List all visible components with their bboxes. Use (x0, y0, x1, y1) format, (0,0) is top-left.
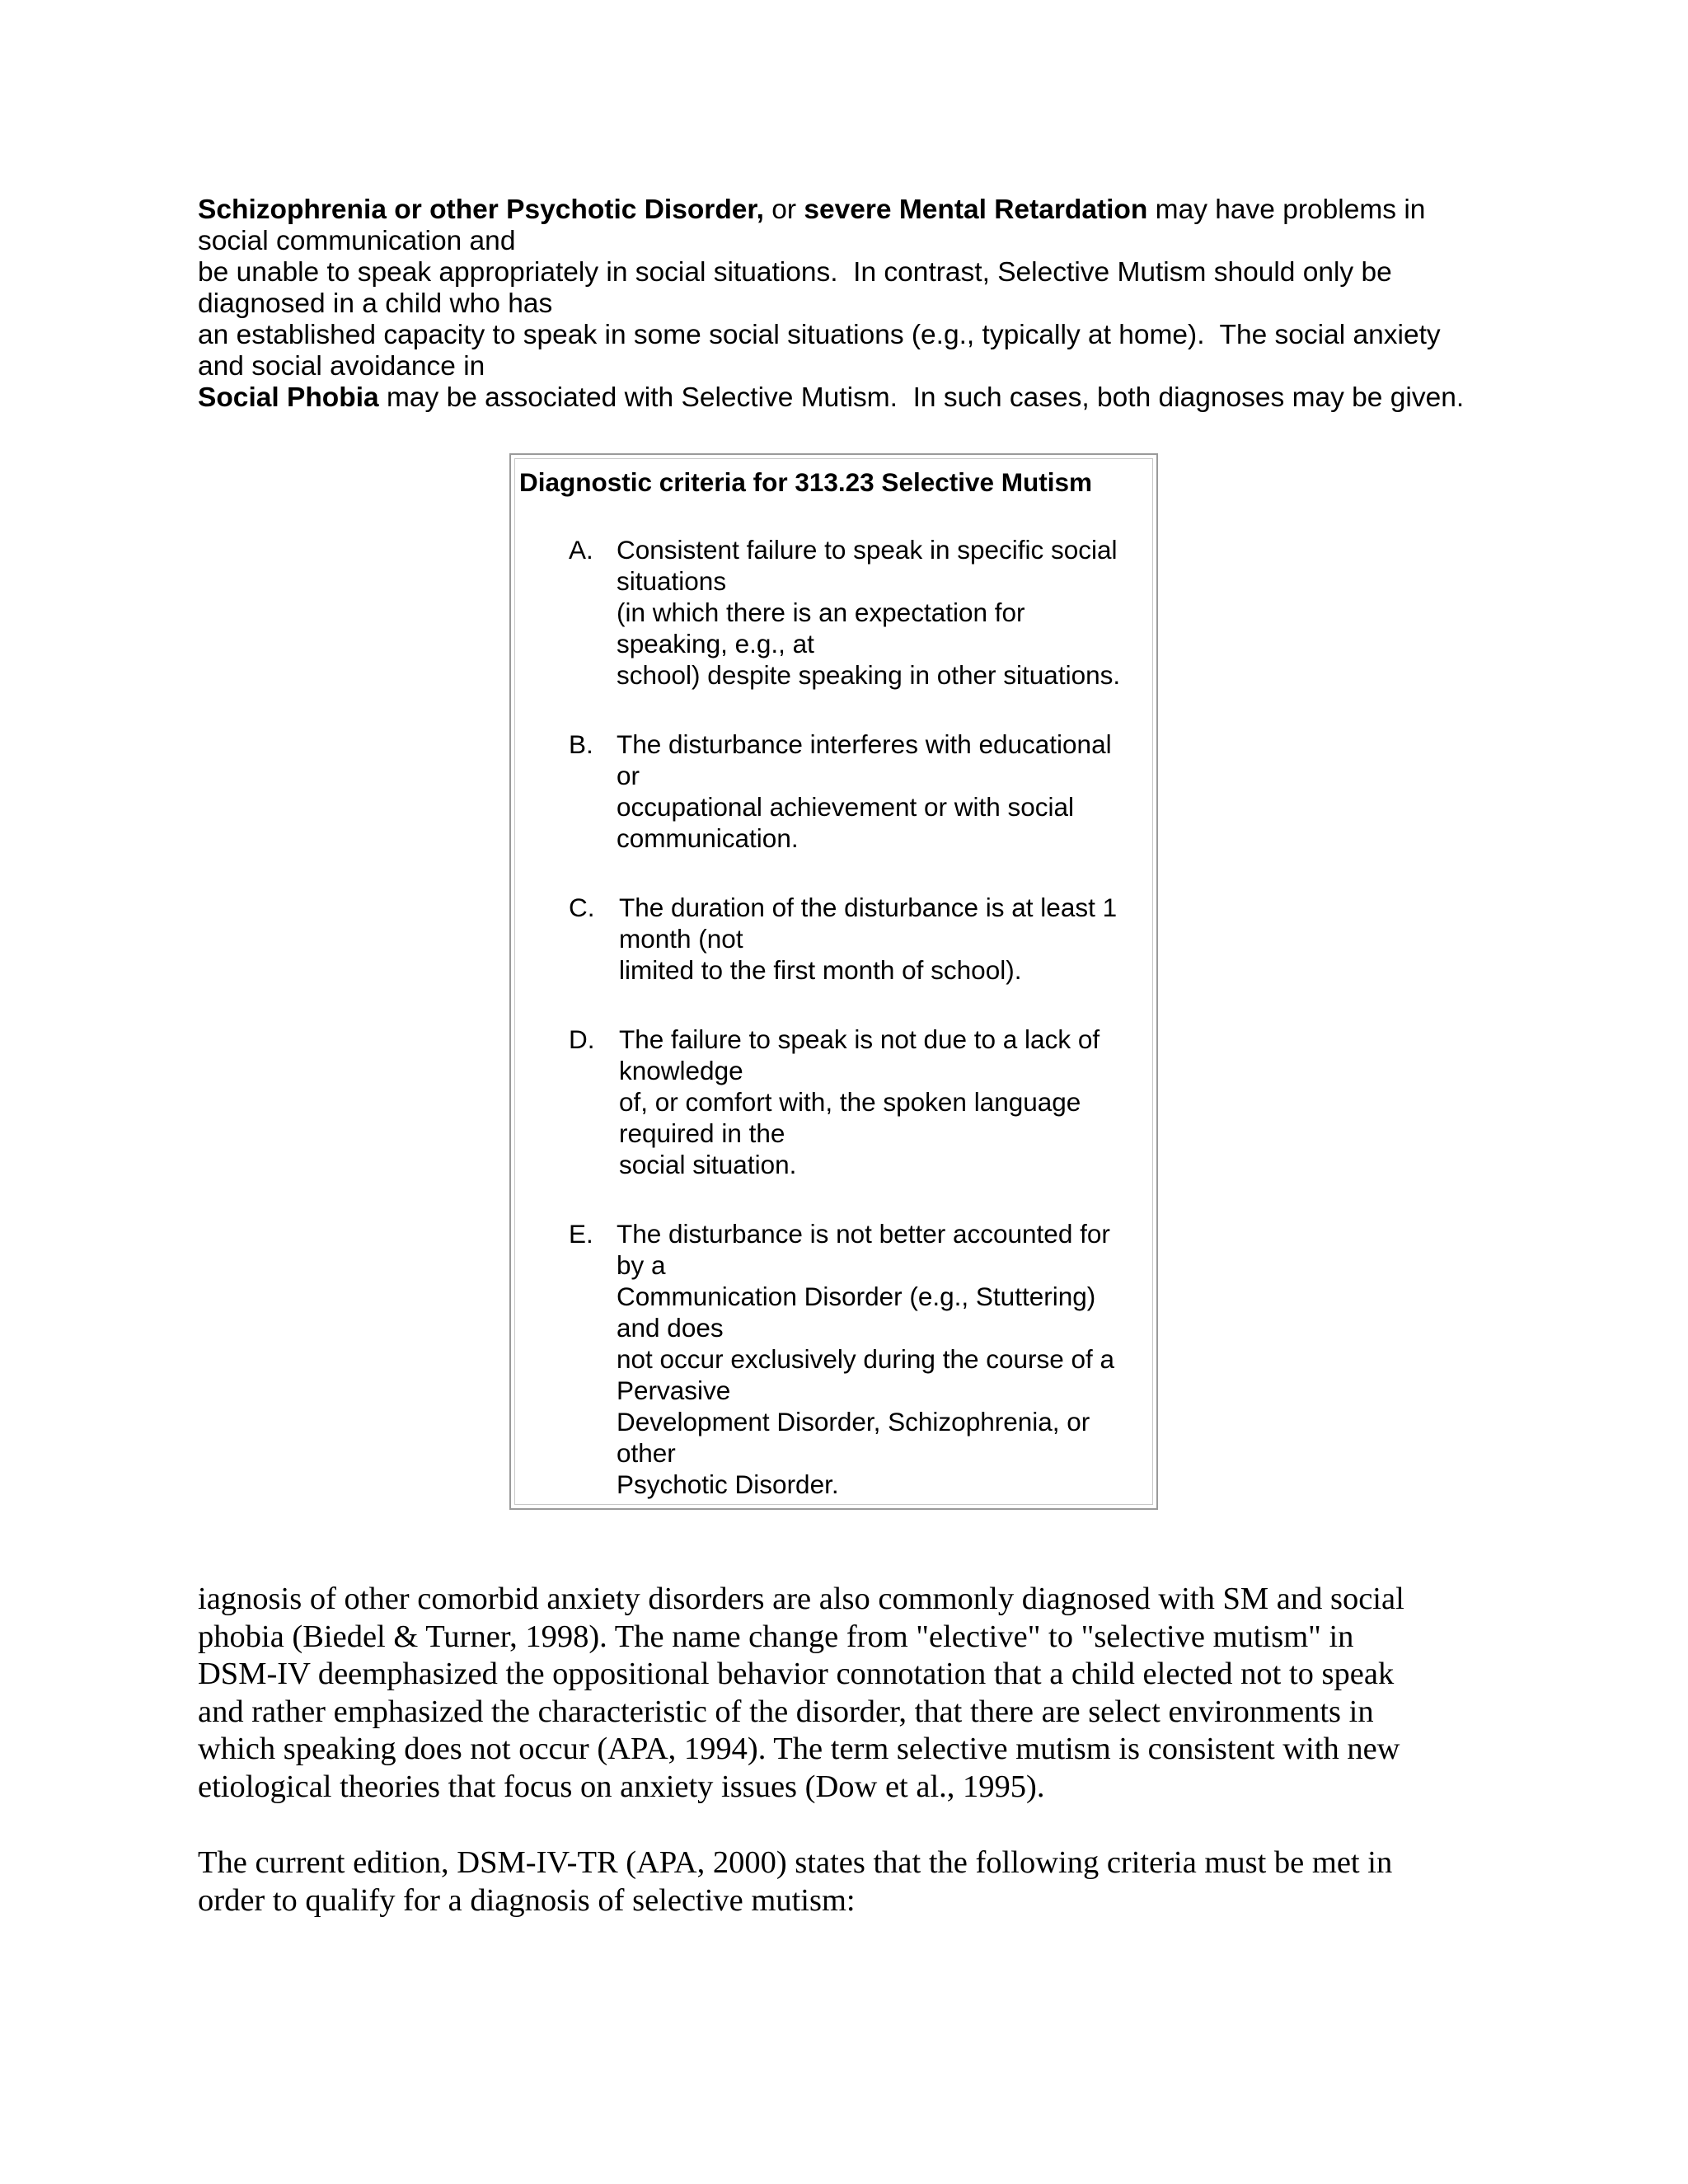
intro-paragraph (198, 194, 1533, 414)
criterion-letter: D. (569, 1024, 595, 1054)
criterion-line: The failure to speak is not due to a lack of (619, 1024, 1100, 1054)
criterion-line: Pervasive (617, 1376, 731, 1405)
criterion-line: communication. (617, 823, 799, 853)
criterion-text (619, 892, 1117, 986)
intro-text: may be associated with Selective Mutism. In such cases, both diagnoses may be given. (378, 382, 1465, 413)
intro-bold-phrase: Schizophrenia or other Psychotic Disorder, (198, 194, 764, 225)
criterion-line: speaking, e.g., at (617, 629, 814, 658)
intro-bold-phrase: Social Phobia (198, 382, 379, 413)
criterion-line: The disturbance is not better accounted for (617, 1219, 1110, 1249)
criterion-line: Communication Disorder (e.g., Stuttering) (617, 1282, 1096, 1311)
criterion-line: and does (617, 1313, 724, 1343)
criterion-line: situations (617, 566, 727, 596)
criterion-line: The duration of the disturbance is at least 1 (619, 893, 1118, 922)
criterion-letter: E. (569, 1219, 593, 1249)
criterion-line: by a (617, 1250, 666, 1280)
criterion-line: The disturbance interferes with educational (617, 729, 1112, 759)
intro-line (198, 194, 1533, 226)
diagnostic-criteria-box (509, 453, 1158, 1510)
criterion-line: knowledge (619, 1056, 743, 1085)
criterion-letter: A. (569, 535, 593, 565)
body-paragraph-2 (198, 1844, 1533, 1919)
intro-text: may have problems in (1147, 194, 1426, 225)
body-line: iagnosis of other comorbid anxiety disorders are also commonly diagnosed with SM and social (198, 1582, 1404, 1616)
criterion-line: occupational achievement or with social (617, 792, 1075, 822)
intro-line: social communication and (198, 226, 516, 256)
criterion-line: Psychotic Disorder. (617, 1469, 839, 1499)
criteria-title: Diagnostic criteria for 313.23 Selective Mutism (519, 467, 1093, 497)
intro-line: be unable to speak appropriately in social situations. In contrast, Selective Mutism should only be (198, 257, 1392, 288)
criterion-line: Development Disorder, Schizophrenia, or (617, 1407, 1090, 1436)
body-line: The current edition, DSM-IV-TR (APA, 2000) states that the following criteria must be met in (198, 1845, 1393, 1880)
intro-line: an established capacity to speak in some social situations (e.g., typically at home). The social anxiety (198, 320, 1441, 350)
body-line: etiological theories that focus on anxiety issues (Dow et al., 1995). (198, 1769, 1045, 1804)
criterion-line: other (617, 1438, 676, 1468)
intro-line: diagnosed in a child who has (198, 288, 553, 319)
criterion-letter: C. (569, 893, 595, 922)
criterion-text (617, 729, 1112, 854)
intro-line (198, 382, 1533, 414)
criterion-line: not occur exclusively during the course of a (617, 1344, 1115, 1374)
body-line: DSM-IV deemphasized the oppositional behavior connotation that a child elected not to speak (198, 1657, 1395, 1691)
criterion-line: social situation. (619, 1150, 797, 1179)
body-line: phobia (Biedel & Turner, 1998). The name change from "elective" to "selective mutism" in (198, 1619, 1354, 1654)
criterion-line: (in which there is an expectation for (617, 598, 1025, 627)
body-line: and rather emphasized the characteristic of the disorder, that there are select environments in (198, 1694, 1374, 1729)
intro-line: and social avoidance in (198, 351, 485, 382)
criterion-text (617, 534, 1120, 691)
criterion-line: required in the (619, 1118, 785, 1148)
criterion-line: Consistent failure to speak in specific social (617, 535, 1118, 565)
criterion-line: limited to the first month of school). (619, 955, 1022, 985)
intro-text: or (763, 194, 804, 225)
criterion-text (619, 1024, 1100, 1180)
criterion-line: month (not (619, 924, 743, 954)
criterion-text (617, 1218, 1114, 1500)
criterion-letter: B. (569, 729, 593, 759)
intro-bold-phrase: severe Mental Retardation (804, 194, 1148, 225)
body-line: which speaking does not occur (APA, 1994). The term selective mutism is consistent with new (198, 1732, 1400, 1766)
criterion-line: school) despite speaking in other situations. (617, 660, 1121, 690)
body-line: order to qualify for a diagnosis of selective mutism: (198, 1882, 856, 1918)
body-paragraph-1 (198, 1581, 1533, 1806)
criterion-line: of, or comfort with, the spoken language (619, 1087, 1081, 1117)
criterion-line: or (617, 761, 640, 790)
